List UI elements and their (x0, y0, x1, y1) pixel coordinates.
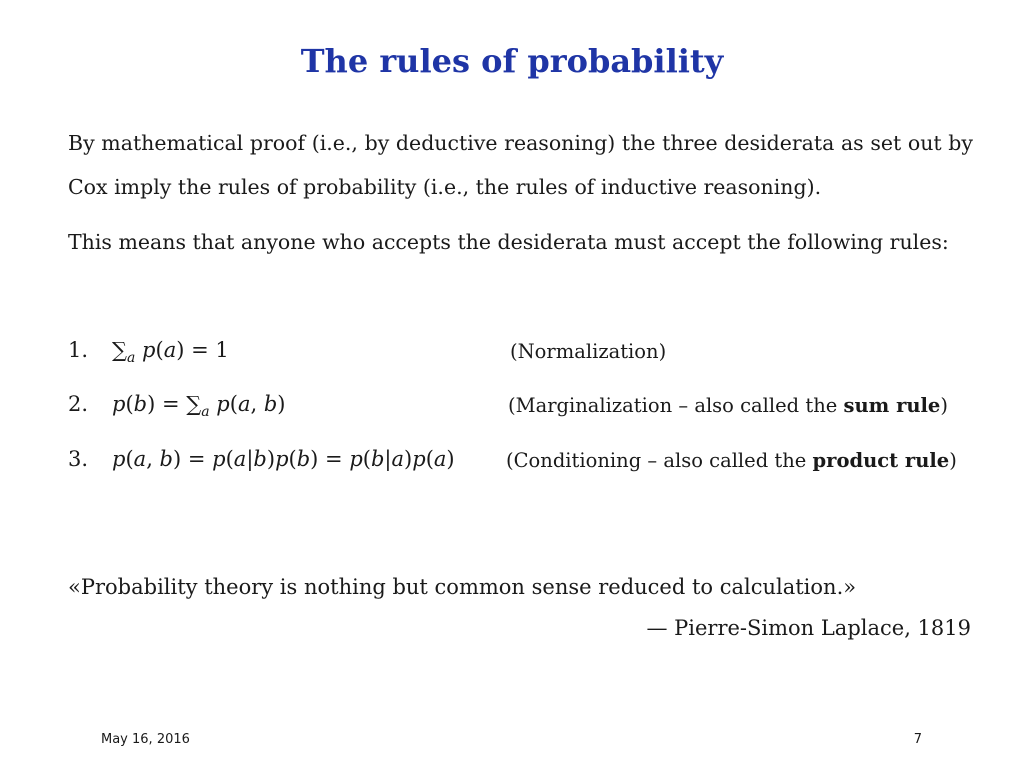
rule-marginalization (68, 392, 968, 426)
slide-title: The rules of probability (300, 42, 724, 80)
laplace-quote: «Probability theory is nothing but common sense reduced to calculation.» (68, 575, 857, 599)
rule-number: 2. (68, 392, 89, 416)
rule-description: (Normalization) (510, 340, 667, 363)
sum-rule-term: sum rule (843, 394, 941, 417)
rule-formula: $p(b) = \sum_a$ p(a, b) (112, 392, 286, 420)
intro-paragraph: By mathematical proof (i.e., by deductive reasoning) the three desiderata as set out by Cox imply the rules of probability (i.e., the rules of inductive reasoning). (68, 131, 973, 199)
rule-number: 3. (68, 447, 89, 471)
rule-normalization (68, 338, 968, 372)
footer-date: May 16, 2016 (101, 732, 190, 747)
page-number: 7 (913, 732, 922, 747)
rule-formula: p(a, b) = p(a|b)p(b) = p(b|a)p(a) (112, 447, 455, 471)
product-rule-term: product rule (812, 449, 950, 472)
quote-attribution: — Pierre-Simon Laplace, 1819 (646, 616, 971, 640)
rule-conditioning (68, 447, 968, 481)
rule-description: (Marginalization – also called the sum rule) (508, 394, 948, 417)
rule-formula: $\sum_a$ p(a) = 1 (112, 338, 229, 366)
rules-lead-paragraph: This means that anyone who accepts the desiderata must accept the following rules: (68, 230, 949, 254)
rule-number: 1. (68, 338, 89, 362)
rule-description: (Conditioning – also called the product rule) (506, 449, 957, 472)
